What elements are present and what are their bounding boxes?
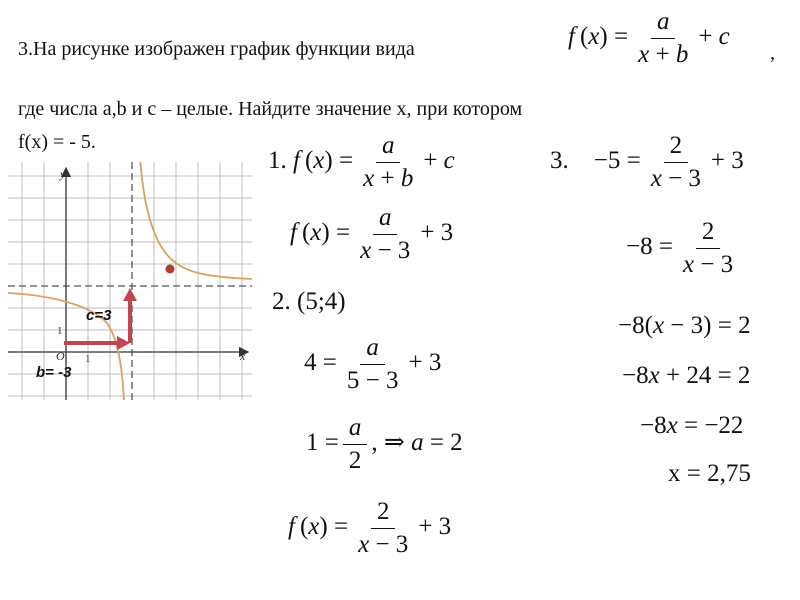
step2-final-function: f (x) = $\frac{2}{x - 3}$ + 3 (288, 498, 452, 558)
function-form-formula: f (x) = $\frac{a}{x + b}$ + c (568, 8, 730, 68)
x-unit-label: 1 (85, 353, 91, 365)
label-c-value: c=3 (86, 307, 112, 324)
problem-statement-line2: где числа a,b и c – целые. Найдите значение x, при котором (18, 98, 523, 120)
graph-point (166, 265, 175, 274)
problem-number: 3 (18, 38, 28, 60)
step3-equation-2: −8 = $\frac{2}{x - 3}$ (626, 218, 734, 278)
step2-point (272, 288, 346, 316)
step1-label: 1. (268, 147, 287, 175)
step1-formula-general: 1. f (x) = $\frac{a}{x + b}$ + c (268, 132, 455, 192)
step3-equation-4: −8x + 24 = 2 (622, 362, 751, 389)
problem-statement-line3: f(x) = - 5. (18, 131, 96, 153)
step3-equation-5: −8x = −22 (640, 412, 744, 439)
problem-statement-line1: 3.На рисунке изображен график функции вида (18, 38, 415, 60)
formula-comma: , (770, 42, 775, 64)
step1-formula-substituted: f (x) = $\frac{a}{x - 3}$ + 3 (290, 204, 454, 264)
label-b-value: b= -3 (36, 364, 72, 381)
origin-label: O (56, 349, 65, 363)
axis-y-label: y (60, 167, 66, 181)
step3-label: 3. (550, 147, 569, 175)
step2-equation-1: 4 = $\frac{a}{5 - 3}$ + 3 (304, 334, 442, 394)
step3-equation-3: −8(x − 3) = 2 (618, 312, 751, 339)
y-unit-label: 1 (57, 325, 63, 337)
step2-label: 2. (272, 288, 291, 315)
step2-point-value: (5;4) (297, 288, 346, 315)
step3-answer: x = 2,75 (668, 460, 751, 487)
problem-text-1: На рисунке изображен график функции вида (33, 38, 415, 60)
axis-x-label: x (240, 349, 246, 363)
step2-equation-2: 1 = $\frac{a}{2}$ , ⇒ a = 2 (306, 414, 463, 474)
step3-equation-1: 3. −5 = $\frac{2}{x - 3}$ + 3 (550, 132, 744, 192)
